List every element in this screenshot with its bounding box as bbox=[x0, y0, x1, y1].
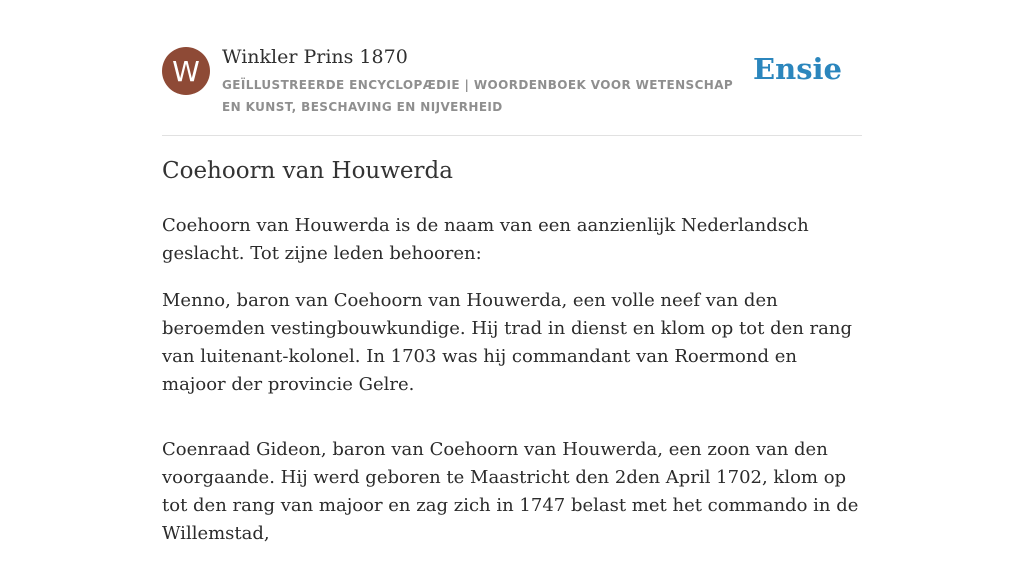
source-subtitle: GEÏLLUSTREERDE ENCYCLOPÆDIE | WOORDENBOEK VOOR WETENSCHAP EN KUNST, BESCHAVING EN NIJVERHEID bbox=[222, 78, 734, 114]
article-body bbox=[162, 212, 864, 567]
article-paragraph: Coehoorn van Houwerda is de naam van een aanzienlijk Nederlandsch geslacht. Tot zijne leden behooren: bbox=[162, 215, 809, 264]
article-paragraph: Coenraad Gideon, baron van Coehoorn van Houwerda, een zoon van den voorgaande. Hij werd geboren te Maastricht den 2den April 1702, klom op tot den rang van majoor en zag zich in 1747 belast met het commando in de Willemstad, bbox=[162, 439, 859, 544]
ensie-logo[interactable]: Ensie bbox=[753, 52, 842, 86]
source-header bbox=[162, 44, 862, 134]
header-divider bbox=[162, 135, 862, 136]
paragraph-gap bbox=[162, 418, 864, 436]
source-title[interactable]: Winkler Prins 1870 bbox=[222, 46, 408, 68]
source-avatar[interactable]: W bbox=[162, 47, 210, 95]
article-paragraph: Menno, baron van Coehoorn van Houwerda, een volle neef van den beroemden vestingbouwkundige. Hij trad in dienst en klom op tot den rang van luitenant-kolonel. In 1703 was hij commandant van Roermond en majoor der provincie Gelre. bbox=[162, 290, 853, 395]
article-title: Coehoorn van Houwerda bbox=[162, 158, 453, 184]
